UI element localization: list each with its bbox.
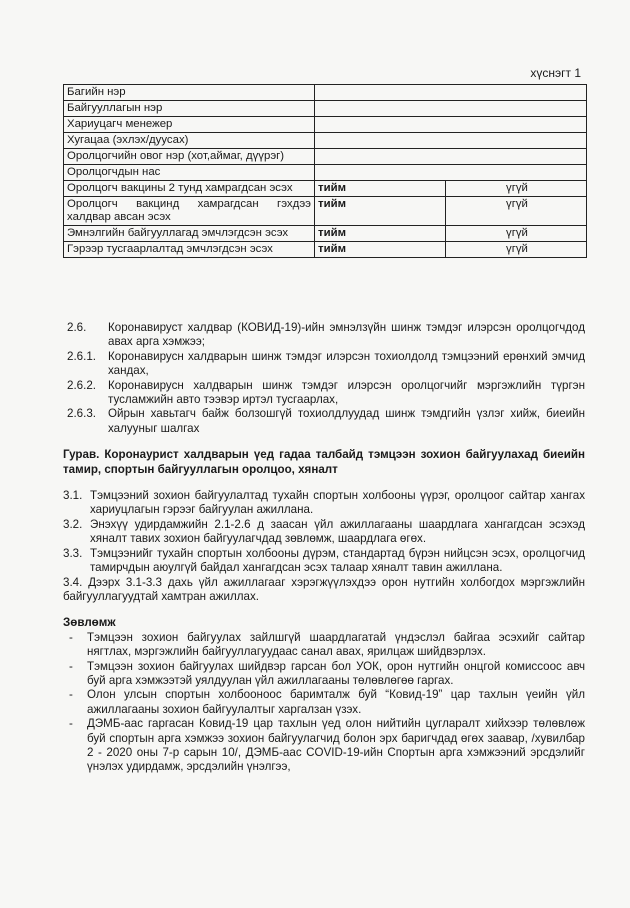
item-number: 3.1. xyxy=(63,489,83,503)
appendix-label: хүснэгт 1 xyxy=(530,66,581,80)
dash-bullet: - xyxy=(69,688,73,702)
option-yes: тийм xyxy=(315,226,446,242)
field-value xyxy=(315,149,587,165)
table-row xyxy=(64,242,587,258)
table-row xyxy=(64,226,587,242)
list-item xyxy=(63,547,585,576)
list-item xyxy=(63,350,585,379)
option-no: үгүй xyxy=(446,226,587,242)
option-no: үгүй xyxy=(446,197,587,226)
item-text: Коронавирусн халдварын шинж тэмдэг илэрсэн оролцогчийг мэргэжлийн түргэн тусламжийн авто тээвэр иртэл тусгаарлах, xyxy=(108,378,585,407)
section-3-4: 3.4. Дээрх 3.1-3.3 дахь үйл ажиллагааг хэрэгжүүлэхдээ орон нутгийн холбогдох мэргэжлийн байгууллагуудтай хамтран ажиллах. xyxy=(63,575,585,603)
field-label: Гэрээр тусгаарлалтад эмчлэгдсэн эсэх xyxy=(64,242,315,258)
field-label: Багийн нэр xyxy=(64,85,315,101)
field-value xyxy=(315,85,587,101)
recommendation-text: ДЭМБ-аас гаргасан Ковид-19 цар тахлын үед олон нийтийн цугларалт хийхээр төлөвлөж буй спортын арга хэмжээ зохион байгуулагчид болон эрх баригчдад өгөх заавар, /хувилбар 2 - 2020 оны 7-р сарын 10/, ДЭМБ-аас COVID-19-ийн Спортын арга хэмжээний эрсдэлийг үнэлэх удирдамж, эрсдэлийн үнэлгээ, xyxy=(87,717,585,774)
list-item xyxy=(63,518,585,547)
item-text: Тэмцээний зохион байгуулалтад тухайн спортын холбооны үүрэг, оролцоог сайтар хангах хариуцлагын гэрээг байгуулан ажиллана. xyxy=(90,489,585,517)
item-number: 2.6.1. xyxy=(67,349,97,363)
item-text: Энэхүү удирдамжийн 2.1-2.6 д заасан үйл ажиллагааны шаардлага хангагдсан эсэхэд хяналт тавих зохион байгуулагчдад зөвлөмж, шаардлага өгөх. xyxy=(90,517,585,546)
table-row xyxy=(64,133,587,149)
item-text: Ойрын хавьтагч байж болзошгүй тохиолдлуудад шинж тэмдгийн үзлэг хийж, биеийн халууныг шалгах xyxy=(108,407,585,435)
recommendation-item xyxy=(69,717,585,775)
section-3-heading: Гурав. Коронаурист халдварын үед гадаа талбайд тэмцээн зохион байгуулахад биеийн тамир, спортын байгууллагын оролцоо, хяналт xyxy=(63,448,585,476)
field-label: Эмнэлгийн байгууллагад эмчлэгдсэн эсэх xyxy=(64,226,315,242)
field-value xyxy=(315,117,587,133)
document-body xyxy=(63,321,585,775)
recommendation-item xyxy=(69,688,585,717)
recommendation-text: Тэмцээн зохион байгуулах шийдвэр гарсан бол УОК, орон нутгийн онцгой комиссоос авч буй арга хэмжээтэй уялдуулан үйл ажиллагааны төлөвлөгөө гаргах. xyxy=(87,659,585,687)
item-number: 3.2. xyxy=(63,517,83,531)
list-item xyxy=(63,321,585,350)
item-text: Тэмцээнийг тухайн спортын холбооны дүрэм, стандартад бүрэн нийцсэн эсэх, оролцогчид тамирчдын аюулгүй байдал хангагдсан эсэх талаар хяналт тавин ажиллана. xyxy=(90,546,585,575)
field-label: Оролцогч вакцинд хамрагдсан гэхдээ халдвар авсан эсэх xyxy=(64,197,315,226)
field-value xyxy=(315,101,587,117)
table-row xyxy=(64,101,587,117)
list-item xyxy=(63,379,585,408)
recommendation-item xyxy=(69,660,585,689)
table-row xyxy=(64,149,587,165)
item-number: 2.6.3. xyxy=(67,407,97,421)
registration-table xyxy=(63,84,587,258)
field-value xyxy=(315,165,587,181)
recommendations-list xyxy=(63,631,585,775)
recommendation-text: Олон улсын спортын холбооноос баримталж буй “Ковид-19” цар тахлын үеийн үйл ажиллагааны зохион байгуулалтыг харгалзан үзэх. xyxy=(87,688,585,716)
list-item xyxy=(63,407,585,436)
dash-bullet: - xyxy=(69,717,73,731)
item-number: 2.6. xyxy=(67,321,87,334)
option-no: үгүй xyxy=(446,181,587,197)
recommendations-title: Зөвлөмж xyxy=(63,616,116,630)
section-2-6 xyxy=(63,321,585,436)
field-label: Хариуцагч менежер xyxy=(64,117,315,133)
list-item xyxy=(63,489,585,518)
recommendation-item xyxy=(69,631,585,660)
field-label: Оролцогч вакцины 2 тунд хамрагдсан эсэх xyxy=(64,181,315,197)
field-label: Оролцогчийн овог нэр (хот,аймаг, дүүрэг) xyxy=(64,149,315,165)
table-row xyxy=(64,181,587,197)
option-yes: тийм xyxy=(315,181,446,197)
recommendation-text: Тэмцээн зохион байгуулах зайлшгүй шаардлагатай үндэслэл байгаа эсэхийг сайтар нягтлах, мэргэжлийн байгууллагуудаас санал авах, ярилцаж шийдвэрлэх. xyxy=(87,630,585,659)
field-label: Байгууллагын нэр xyxy=(64,101,315,117)
option-yes: тийм xyxy=(315,197,446,226)
table-row xyxy=(64,117,587,133)
option-yes: тийм xyxy=(315,242,446,258)
item-number: 3.3. xyxy=(63,546,83,560)
option-no: үгүй xyxy=(446,242,587,258)
item-text: Коронавирусн халдварын шинж тэмдэг илэрсэн тохиолдолд тэмцээний ерөнхий эмчид хандах, xyxy=(108,349,585,378)
field-label: Оролцогчдын нас xyxy=(64,165,315,181)
dash-bullet: - xyxy=(69,659,73,673)
section-3-list xyxy=(63,489,585,575)
field-label: Хугацаа (эхлэх/дуусах) xyxy=(64,133,315,149)
dash-bullet: - xyxy=(69,630,73,644)
field-value xyxy=(315,133,587,149)
item-text: Коронавируст халдвар (КОВИД-19)-ийн эмнэлзүйн шинж тэмдэг илэрсэн оролцогчдод авах арга хэмжээ; xyxy=(108,321,585,349)
table-row xyxy=(64,85,587,101)
item-number: 2.6.2. xyxy=(67,378,97,392)
table-row xyxy=(64,197,587,226)
table-row xyxy=(64,165,587,181)
